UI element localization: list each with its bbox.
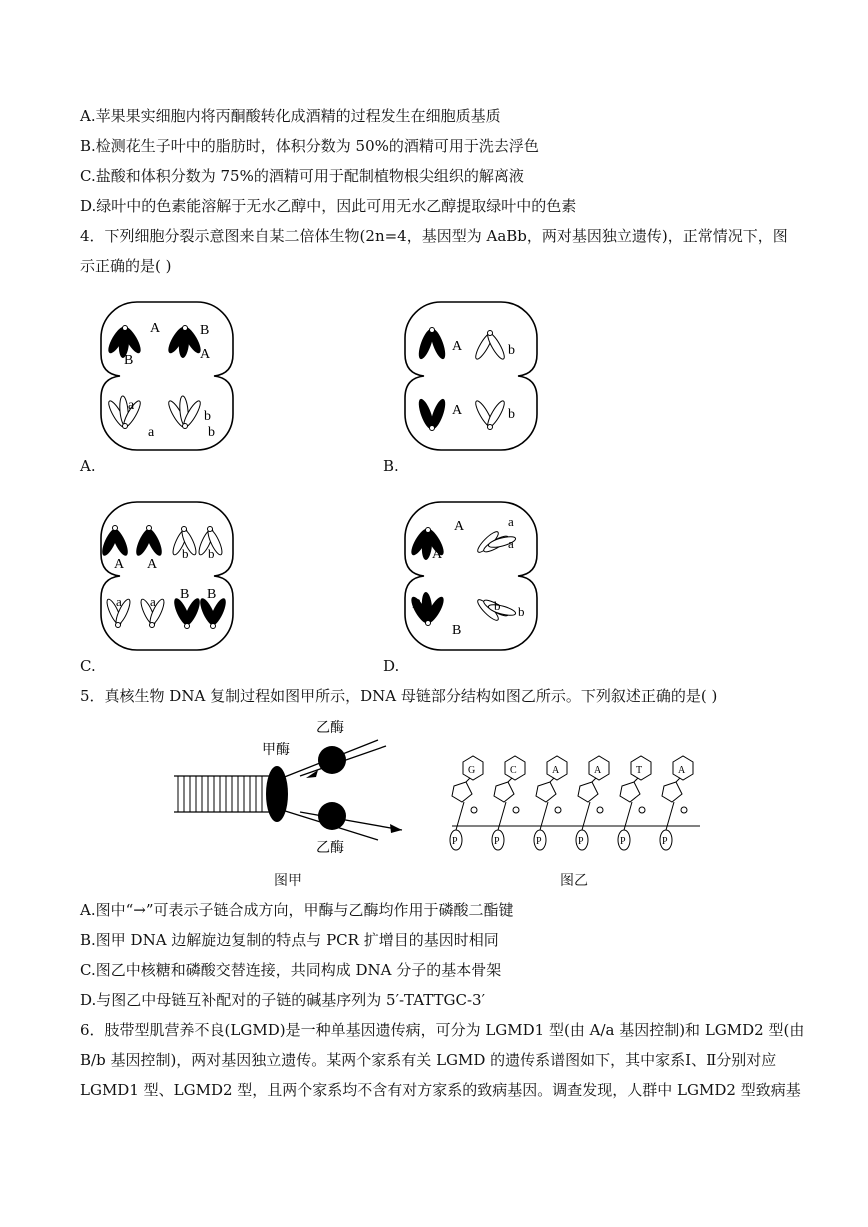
cell-figure-b xyxy=(396,296,546,456)
gene-label: B xyxy=(412,597,422,612)
cell-figure-d xyxy=(396,496,546,656)
base-label: A xyxy=(594,765,602,776)
figure-jia-caption: 图甲 xyxy=(274,873,302,889)
q5-option-d: D.与图乙中母链互补配对的子链的碱基序列为 5′-TATTGC-3′ xyxy=(80,991,486,1009)
nucleotide-unit xyxy=(534,756,567,850)
gene-label: B xyxy=(124,353,134,368)
base-label: T xyxy=(636,765,643,776)
nucleotide-unit xyxy=(660,756,693,850)
base-label: A xyxy=(552,765,560,776)
polymerase-enzyme-icon xyxy=(318,746,346,774)
gene-label: a xyxy=(150,594,156,609)
gene-label: A xyxy=(114,557,125,572)
gene-label: A xyxy=(200,347,211,362)
gene-label: B xyxy=(452,623,462,638)
figure-yi-caption: 图乙 xyxy=(560,873,588,889)
q6-line1: 6．肢带型肌营养不良(LGMD)是一种单基因遗传病，可分为 LGMD1 型(由 A/a 基因控制)和 LGMD2 型(由 xyxy=(80,1021,805,1039)
gene-label: A xyxy=(452,339,463,354)
enzyme-yi-label-top: 乙酶 xyxy=(316,721,344,736)
gene-label: b xyxy=(508,407,515,422)
gene-label: b xyxy=(204,409,211,424)
dna-strand-diagram xyxy=(440,752,710,862)
q6-line3: LGMD1 型、LGMD2 型，且两个家系均不含有对方家系的致病基因。调查发现，人群中 LGMD2 型致病基 xyxy=(80,1081,801,1099)
phosphate-label: P xyxy=(536,836,542,847)
gene-label: A xyxy=(432,547,443,562)
q3-option-c: C.盐酸和体积分数为 75%的酒精可用于配制植物根尖组织的解离液 xyxy=(80,167,524,185)
q4-stem-line2: 示正确的是( ) xyxy=(80,257,172,275)
helicase-enzyme-icon xyxy=(266,766,288,822)
cell-figure-c xyxy=(92,496,242,656)
gene-label: a xyxy=(116,594,122,609)
gene-label: B xyxy=(180,587,190,602)
gene-label: a xyxy=(508,536,514,551)
phosphate-label: P xyxy=(662,836,668,847)
nucleotide-unit xyxy=(618,756,651,850)
nucleotide-unit xyxy=(450,756,483,850)
nucleotide-unit xyxy=(576,756,609,850)
phosphate-label: P xyxy=(620,836,626,847)
gene-label: B xyxy=(207,587,217,602)
enzyme-jia-label: 甲酶 xyxy=(262,743,290,758)
q3-option-b: B.检测花生子叶中的脂肪时，体积分数为 50%的酒精可用于洗去浮色 xyxy=(80,137,539,155)
q5-option-a: A.图中“→”可表示子链合成方向，甲酶与乙酶均作用于磷酸二酯键 xyxy=(80,901,514,919)
q6-line2: B/b 基因控制)，两对基因独立遗传。某两个家系有关 LGMD 的遗传系谱图如下，其中家系Ⅰ、Ⅱ分别对应 xyxy=(80,1051,777,1069)
polymerase-enzyme-icon xyxy=(318,802,346,830)
gene-label: b xyxy=(208,425,215,440)
phosphate-label: P xyxy=(494,836,500,847)
nucleotide-unit xyxy=(492,756,525,850)
q5-option-c: C.图乙中核糖和磷酸交替连接，共同构成 DNA 分子的基本骨架 xyxy=(80,961,502,979)
figure-c-label: C. xyxy=(80,657,96,675)
figure-b-label: B. xyxy=(383,457,399,475)
gene-label: b xyxy=(494,598,501,613)
gene-label: b xyxy=(182,546,189,561)
phosphate-label: P xyxy=(578,836,584,847)
gene-label: a xyxy=(508,514,514,529)
base-label: C xyxy=(510,765,517,776)
figure-d-label: D. xyxy=(383,657,400,675)
gene-label: b xyxy=(208,546,215,561)
enzyme-yi-label-bottom: 乙酶 xyxy=(316,841,344,856)
gene-label: a xyxy=(128,398,135,413)
gene-label: A xyxy=(454,519,465,534)
gene-label: A xyxy=(150,321,161,336)
q3-option-d: D.绿叶中的色素能溶解于无水乙醇中，因此可用无水乙醇提取绿叶中的色素 xyxy=(80,197,577,215)
gene-label: A xyxy=(452,403,463,418)
cell-figure-a xyxy=(92,296,242,456)
base-label: A xyxy=(678,765,686,776)
q5-option-b: B.图甲 DNA 边解旋边复制的特点与 PCR 扩增目的基因时相同 xyxy=(80,931,499,949)
q3-option-a: A.苹果果实细胞内将丙酮酸转化成酒精的过程发生在细胞质基质 xyxy=(80,107,501,125)
base-label: G xyxy=(468,765,476,776)
q5-stem: 5．真核生物 DNA 复制过程如图甲所示，DNA 母链部分结构如图乙所示。下列叙述正确的是( ) xyxy=(80,687,718,705)
gene-label: B xyxy=(200,323,210,338)
dna-replication-diagram xyxy=(170,716,420,861)
figure-a-label: A. xyxy=(80,457,96,475)
gene-label: b xyxy=(518,604,525,619)
phosphate-label: P xyxy=(452,836,458,847)
gene-label: b xyxy=(508,343,515,358)
gene-label: A xyxy=(147,557,158,572)
q4-stem-line1: 4．下列细胞分裂示意图来自某二倍体生物(2n=4，基因型为 AaBb，两对基因独立遗传)，正常情况下，图 xyxy=(80,227,788,245)
gene-label: a xyxy=(148,425,155,440)
